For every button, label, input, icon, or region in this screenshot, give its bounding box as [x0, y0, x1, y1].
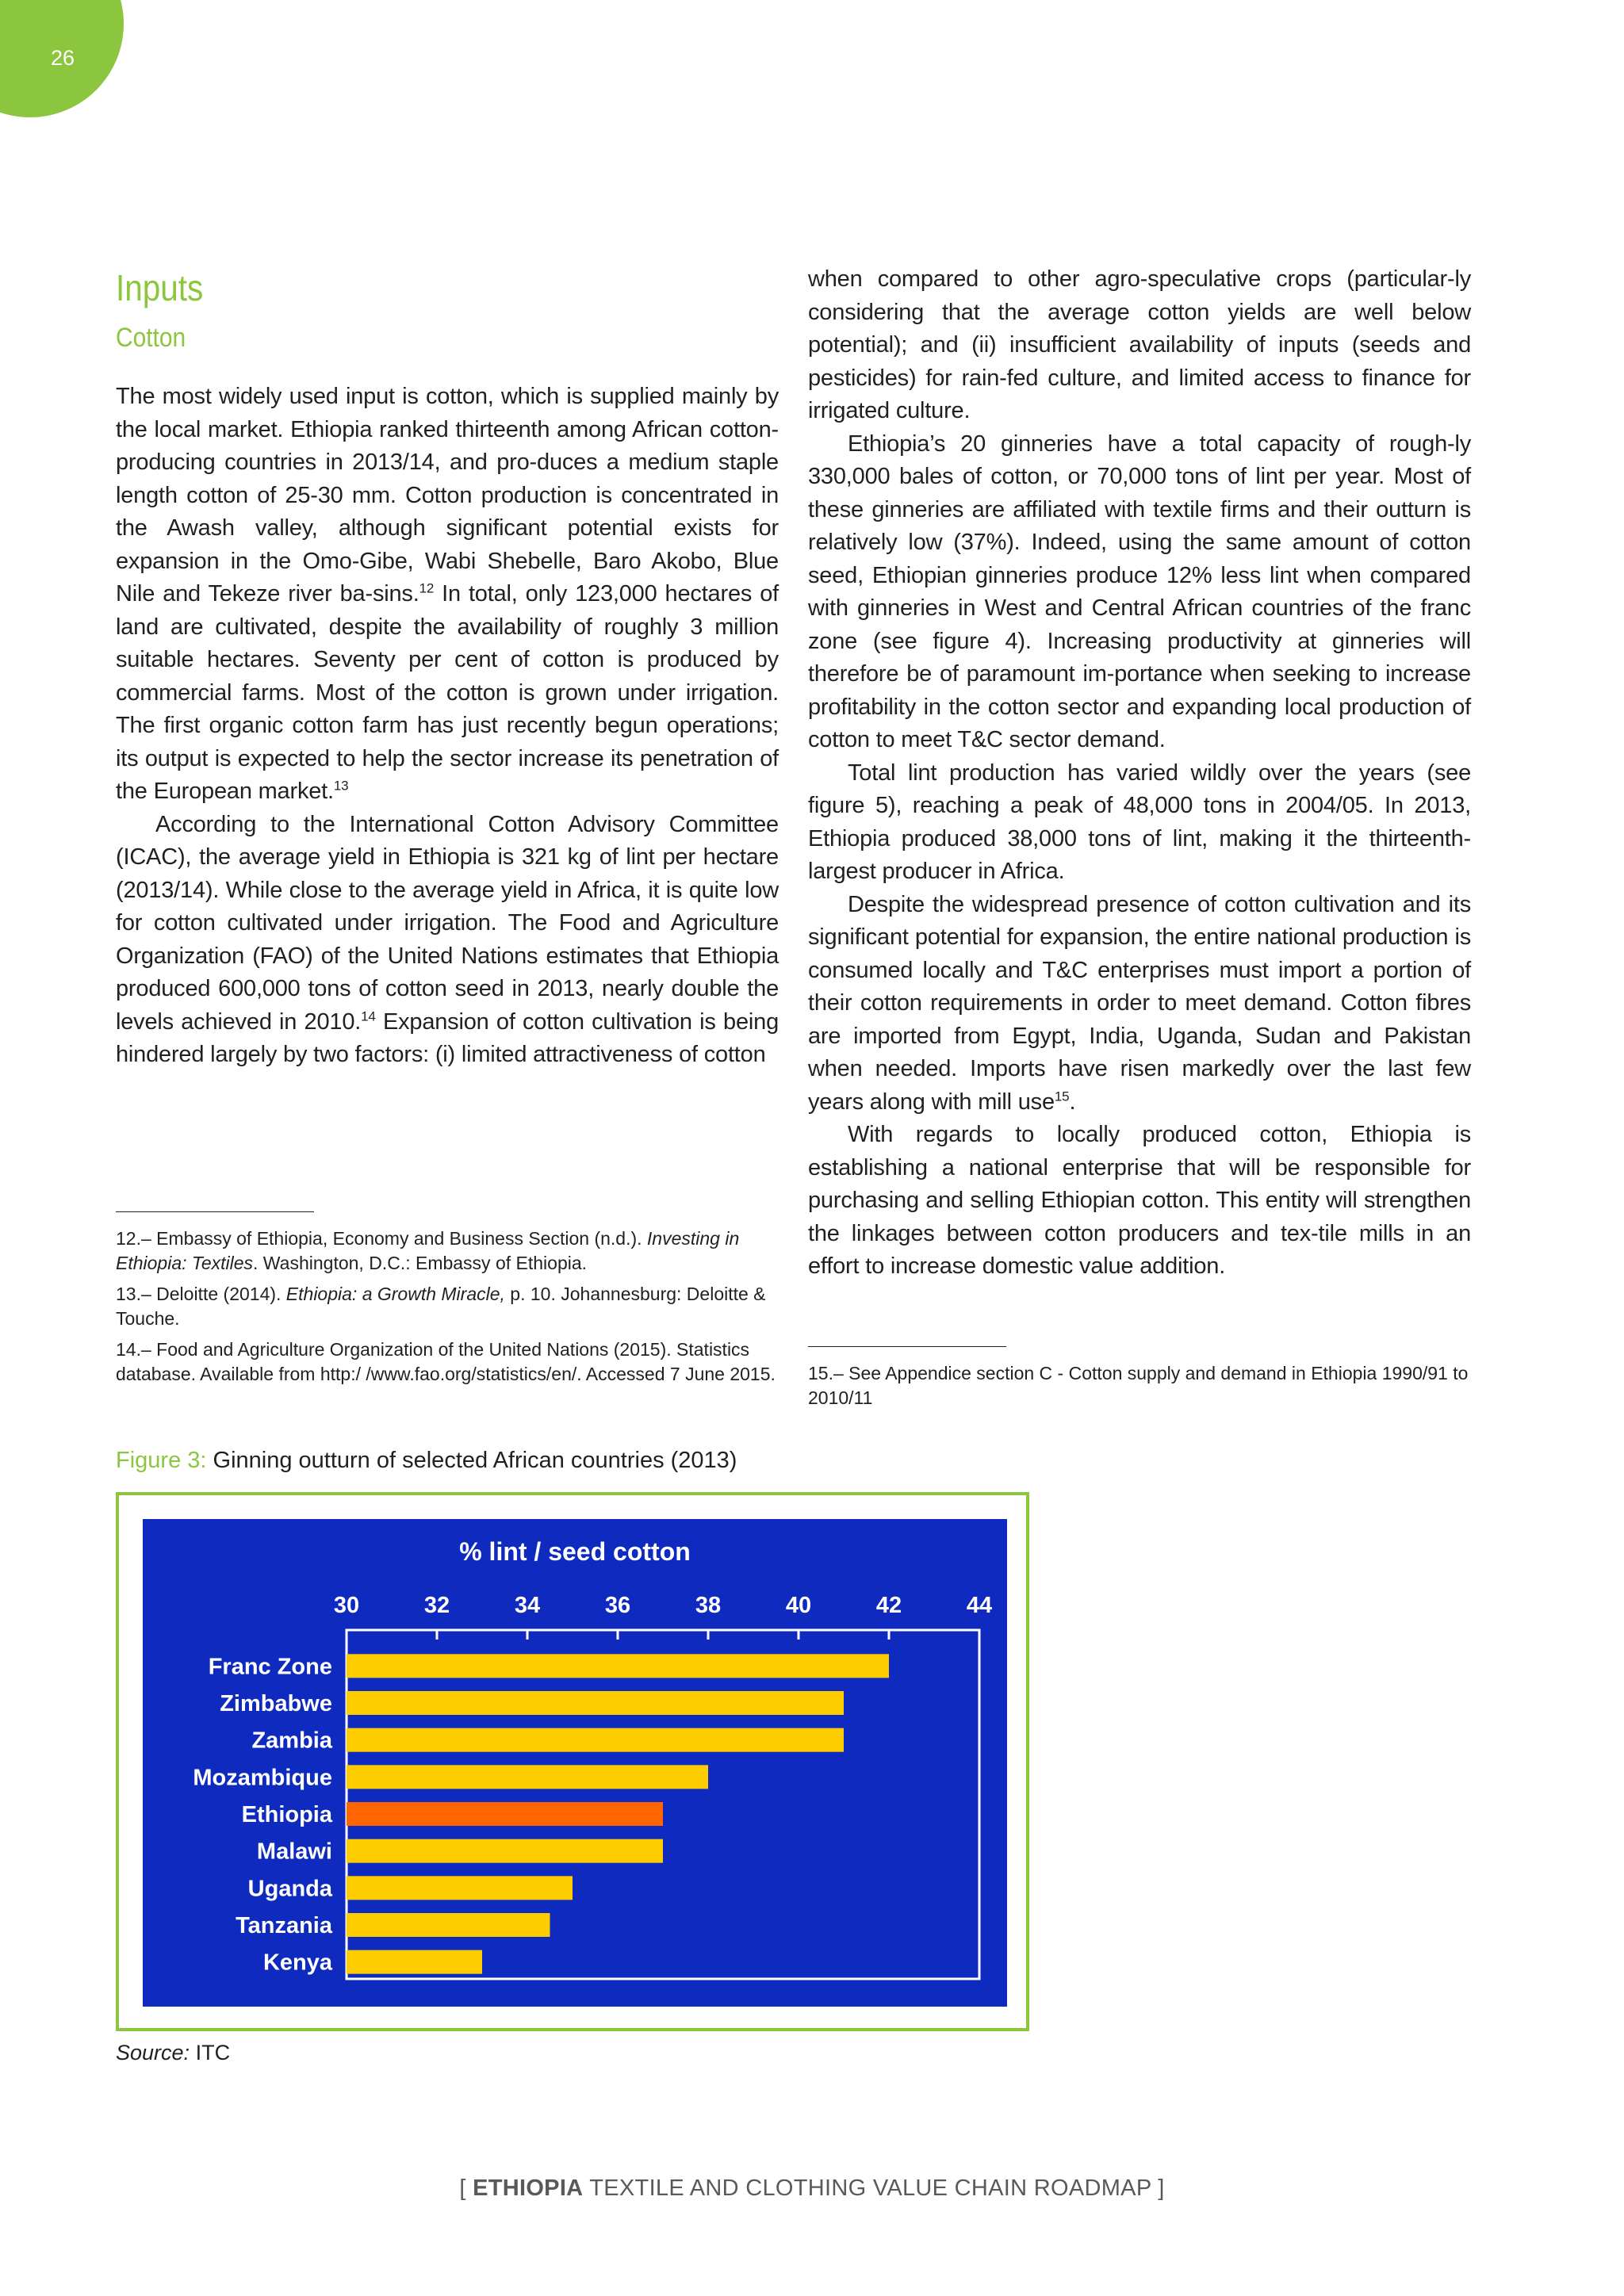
source-label: Source: [116, 2041, 190, 2064]
x-tick-label: 36 [604, 1593, 631, 1618]
subsection-title: Cotton [116, 323, 186, 353]
bar-mozambique [347, 1765, 708, 1789]
paragraph: With regards to locally produced cotton, Ethiopia is establishing a national enterprise that will be responsible for purchasing and selling Ethiopian cotton. This entity will strengthen the linkages between cotton producers and tex-tile mills in an effort to increase domestic value addition. [808, 1122, 1471, 1279]
figure-caption [116, 1448, 737, 1474]
bar-ethiopia [347, 1802, 663, 1826]
footnote-divider [116, 1211, 314, 1212]
footnotes-left [116, 1211, 779, 1393]
footnote-15: 15.– See Appendice section C - Cotton supply and demand in Ethiopia 1990/91 to 2010/11 [808, 1363, 1469, 1408]
figure-title: Ginning outturn of selected African countries (2013) [213, 1448, 737, 1473]
footnote-ref: 13 [333, 778, 349, 794]
x-tick-label: 44 [966, 1593, 993, 1618]
x-tick-label: 34 [514, 1593, 541, 1618]
x-tick-label: 38 [695, 1593, 722, 1618]
x-tick-label: 40 [785, 1593, 812, 1618]
footer-country: ETHIOPIA [473, 2175, 584, 2201]
category-label: Mozambique [193, 1765, 332, 1791]
bar-malawi [347, 1839, 663, 1863]
footer-title: TEXTILE AND CLOTHING VALUE CHAIN ROADMAP [583, 2175, 1159, 2201]
bar-chart [143, 1519, 1007, 2007]
figure-label: Figure 3: [116, 1448, 207, 1473]
footnote-ref: 12 [419, 580, 435, 596]
right-column [808, 263, 1471, 1284]
source-value: ITC [195, 2041, 231, 2064]
page-number: 26 [51, 46, 75, 70]
x-tick-label: 42 [875, 1593, 902, 1618]
category-label: Ethiopia [241, 1802, 332, 1827]
section-title: Inputs [116, 267, 204, 308]
footnote-divider [808, 1346, 1006, 1347]
paragraph: Despite the widespread presence of cotton cultivation and its significant potential for expansion, the entire national production is consumed locally and T&C enterprises must import a portion of their cotton requirements in order to meet demand. Cotton fibres are imported from Egypt, India, Uganda, Sudan and Pakistan when needed. Imports have risen markedly over the last few years along with mill use$^{15}$. [808, 891, 1471, 1115]
left-column [116, 263, 779, 1072]
paragraph: when compared to other agro-speculative crops (particular-ly considering that the average cotton yields are well below potential); and (ii) insufficient availability of inputs (seeds and pesticides) for rain-fed culture, and limited access to finance for irrigated culture. [808, 266, 1471, 423]
paragraph: The most widely used input is cotton, which is supplied mainly by the local market. Ethiopia ranked thirteenth among African cotton-producing countries in 2013/14, and pro-duces a medium staple length cotton of 25-30 mm. Cotton production is concentrated in the Awash valley, although significant potential exists for expansion in the Omo-Gibe, Wabi Shebelle, Baro Akobo, Blue Nile and Tekeze river ba-sins.$^{12}$ In total, only 123,000 hectares of land are cultivated, despite the availability of roughly 3 million suitable hectares. Seventy per cent of cotton is produced by commercial farms. Most of the cotton is grown under irrigation. The first organic cotton farm has just recently begun operations; its output is expected to help the sector increase its penetration of the European market.$^{13}$ [116, 384, 779, 804]
footer-bracket-close: ] [1158, 2175, 1165, 2201]
paragraph: According to the International Cotton Advisory Committee (ICAC), the average yield in Ethiopia is 321 kg of lint per hectare (2013/14). While close to the average yield in Africa, it is quite low for cotton cultivated under irrigation. The Food and Agriculture Organization (FAO) of the United Nations estimates that Ethiopia produced 600,000 tons of cotton seed in 2013, nearly double the levels achieved in 2010.14 Expansion of cotton cultivation is being hindered largely by two factors: (i) limited attractiveness of cotton [116, 811, 779, 1067]
bar-zimbabwe [347, 1691, 844, 1715]
category-label: Zambia [251, 1728, 332, 1754]
bar-franc-zone [347, 1654, 889, 1678]
footnote-13: 13.– Deloitte (2014). Ethiopia: a Growth Miracle, p. 10. Johannesburg: Deloitte & Touche. [116, 1284, 766, 1329]
figure-frame [116, 1492, 1029, 2031]
footnote-ref: 15 [1054, 1088, 1070, 1104]
category-label: Zimbabwe [220, 1691, 332, 1716]
paragraph: Ethiopia’s 20 ginneries have a total capacity of rough-ly 330,000 bales of cotton, or 70,000 tons of lint per year. Most of these ginneries are affiliated with textile firms and their outturn is relatively low (37%). Indeed, using the same amount of cotton seed, Ethiopian ginneries produce 12% less lint when compared with ginneries in West and Central African countries of the franc zone (see figure 4). Increasing productivity at ginneries will therefore be of paramount im-portance when seeking to increase profitability in the cotton sector and expanding local production of cotton to meet T&C sector demand. [808, 430, 1471, 752]
footnote-12: 12.– Embassy of Ethiopia, Economy and Business Section (n.d.). Investing in Ethiopia: Textiles. Washington, D.C.: Embassy of Ethiopia. [116, 1228, 740, 1273]
x-tick-label: 32 [423, 1593, 450, 1618]
footer-bracket-open: [ [459, 2175, 473, 2201]
category-label: Malawi [256, 1839, 332, 1865]
category-label: Kenya [262, 1950, 332, 1976]
chart-title: % lint / seed cotton [459, 1537, 691, 1566]
category-label: Franc Zone [208, 1654, 332, 1680]
category-label: Tanzania [236, 1913, 332, 1938]
bar-zambia [347, 1728, 844, 1752]
category-label: Uganda [247, 1876, 332, 1902]
bar-kenya [347, 1950, 482, 1974]
bar-tanzania [347, 1913, 550, 1937]
bar-uganda [347, 1876, 573, 1900]
footnote-14: 14.– Food and Agriculture Organization of the United Nations (2015). Statistics database. Available from http:/ /www.fao.org/statistics/en/. Accessed 7 June 2015. [116, 1339, 776, 1384]
figure-source [116, 2041, 230, 2065]
paragraph: Total lint production has varied wildly over the years (see figure 5), reaching a peak of 48,000 tons in 2004/05. In 2013, Ethiopia produced 38,000 tons of lint, making it the thirteenth-largest producer in Africa. [808, 760, 1471, 884]
footnotes-right [808, 1346, 1471, 1417]
x-tick-label: 30 [333, 1593, 360, 1618]
footnote-ref: 14 [361, 1008, 376, 1024]
page-footer [0, 2175, 1624, 2202]
